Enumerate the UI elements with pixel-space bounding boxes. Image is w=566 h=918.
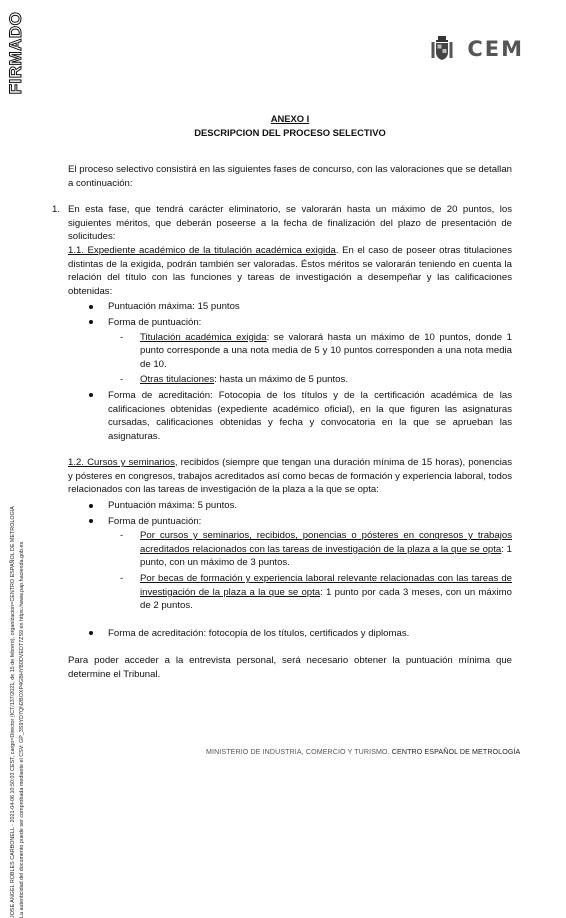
annex-title-line-2: DESCRIPCION DEL PROCESO SELECTIVO xyxy=(194,127,386,138)
document-body xyxy=(52,112,513,682)
dash-1-text: : 1 punto, con un máximo de 3 puntos. xyxy=(140,543,512,569)
side-note-line-1: JOSE ANGEL ROBLES CARBONELL - 2021-04-06 10:50:03 CEST, cargo=Director (ICT/137/2021, de 15 de febrero), organizacion=CENTRO ESPAÑOL DE METROLOGIA xyxy=(10,506,16,918)
section-1-2-dash-2 xyxy=(108,572,512,613)
section-1-1-dash-1 xyxy=(108,331,512,372)
section-1-2-scoring-label: Forma de puntuación: xyxy=(108,515,202,527)
section-1-1-scoring-list xyxy=(108,331,512,387)
dash-2-underlined: Por becas de formación y experiencia laboral relevante relacionadas con las tareas de investigación de la plaza a la que se opta xyxy=(140,573,512,598)
header-logos xyxy=(431,36,524,62)
section-1-2-bullets xyxy=(68,499,512,613)
footer xyxy=(206,748,520,756)
final-paragraph: Para poder acceder a la entrevista personal, será necesario obtener la puntuación mínima que determine el Tribunal. xyxy=(68,655,512,680)
section-1-1-dash-2 xyxy=(108,373,512,387)
annex-title xyxy=(68,112,512,140)
dash-1-text: : se valorará hasta un máximo de 10 puntos, donde 1 punto corresponde a una nota media de 5 y 10 puntos corresponden a una nota media de 10. xyxy=(140,331,512,370)
section-1-1-bullet-max: Puntuación máxima: 15 puntos xyxy=(68,300,512,314)
dash-2-underlined: Otras titulaciones xyxy=(140,374,215,386)
section-1-2-bullet-max: Puntuación máxima: 5 puntos. xyxy=(68,499,512,513)
firmado-text: FIRMADO xyxy=(6,11,25,95)
item-1-text: En esta fase, que tendrá carácter eliminatorio, se valorarán hasta un máximo de 20 puntos, los siguientes méritos, que deberán poseerse a la fecha de finalización del plazo de presentación de solicitudes: xyxy=(68,204,512,243)
section-1-1-text: . En el caso de poseer otras titulaciones distintas de la exigida, podrán también ser valoradas. Éstos méritos se valorarán teniendo en cuenta la relación del título con las funciones y tareas de investigación a desempeñar y las calificaciones obtenidas: xyxy=(68,244,512,297)
section-1-1-bullet-accreditation: Forma de acreditación: Fotocopia de los títulos y de la certificación académica de las calificaciones obtenidas (expediente académico oficial), en la que figuren las asignaturas cursadas, calificaciones obtenidas y fecha y convocatoria en la que se aprueban las asignaturas. xyxy=(68,389,512,443)
dash-1-underlined: Titulación académica exigida xyxy=(140,331,267,343)
section-1-2-dash-1 xyxy=(108,529,512,570)
footer-center: CENTRO ESPAÑOL DE METROLOGÍA xyxy=(389,748,521,756)
annex-title-line-1: ANEXO I xyxy=(270,113,310,124)
section-1-2-heading: 1.2. Cursos y seminarios xyxy=(68,457,175,469)
signature-side-note xyxy=(9,168,31,918)
section-1-2-text: , recibidos (siempre que tengan una duración mínima de 15 horas), ponencias y pósteres en congresos, trabajos acreditados así como becas de formación y experiencia laboral, todos relacionados con las tareas de investigación de la plaza a la que se opta: xyxy=(68,457,513,496)
section-1-2-paragraph xyxy=(68,456,512,497)
section-1-2-bullet-accreditation: Forma de acreditación: fotocopia de los títulos, certificados y diplomas. xyxy=(68,627,512,641)
intro-paragraph: El proceso selectivo consistirá en las siguientes fases de concurso, con las valoraciones que se detallan a continuación: xyxy=(68,164,512,189)
section-1-2-bullets-2 xyxy=(68,627,512,641)
item-1 xyxy=(52,203,513,640)
section-1-1-paragraph xyxy=(68,244,512,298)
side-note-line-2: La autenticidad del documento puede ser comprobada mediante el CSV: GP_3S9YD7QN2BOXP4GBHYB0DVEDT7ZS9 en https://www.pap.hacienda.gob.es xyxy=(19,541,25,918)
footer-ministry: MINISTERIO DE INDUSTRIA, COMERCIO Y TURISMO. xyxy=(206,748,390,756)
section-1-1-heading: 1.1. Expediente académico de la titulación académica exigida xyxy=(68,244,336,256)
section-1-1-scoring-label: Forma de puntuación: xyxy=(108,316,202,328)
item-1-number: 1. xyxy=(52,204,61,216)
spain-coat-of-arms-icon xyxy=(431,36,453,62)
section-1-1-bullet-scoring xyxy=(68,316,512,387)
cem-logo: CEM xyxy=(467,37,524,61)
dash-2-text: : hasta un máximo de 5 puntos. xyxy=(214,374,348,386)
section-1-2-bullet-scoring xyxy=(68,515,512,613)
firmado-stamp xyxy=(5,10,27,96)
dash-2-text: : 1 punto por cada 3 meses, con un máximo de 2 puntos. xyxy=(140,586,512,612)
section-1-2-scoring-list xyxy=(108,529,512,613)
section-1-1-bullets xyxy=(68,300,512,443)
dash-1-underlined: Por cursos y seminarios, recibidos, ponencias o pósteres en congresos y trabajos acreditados relacionados con las tareas de investigación de la plaza a la que se opta xyxy=(140,530,512,555)
